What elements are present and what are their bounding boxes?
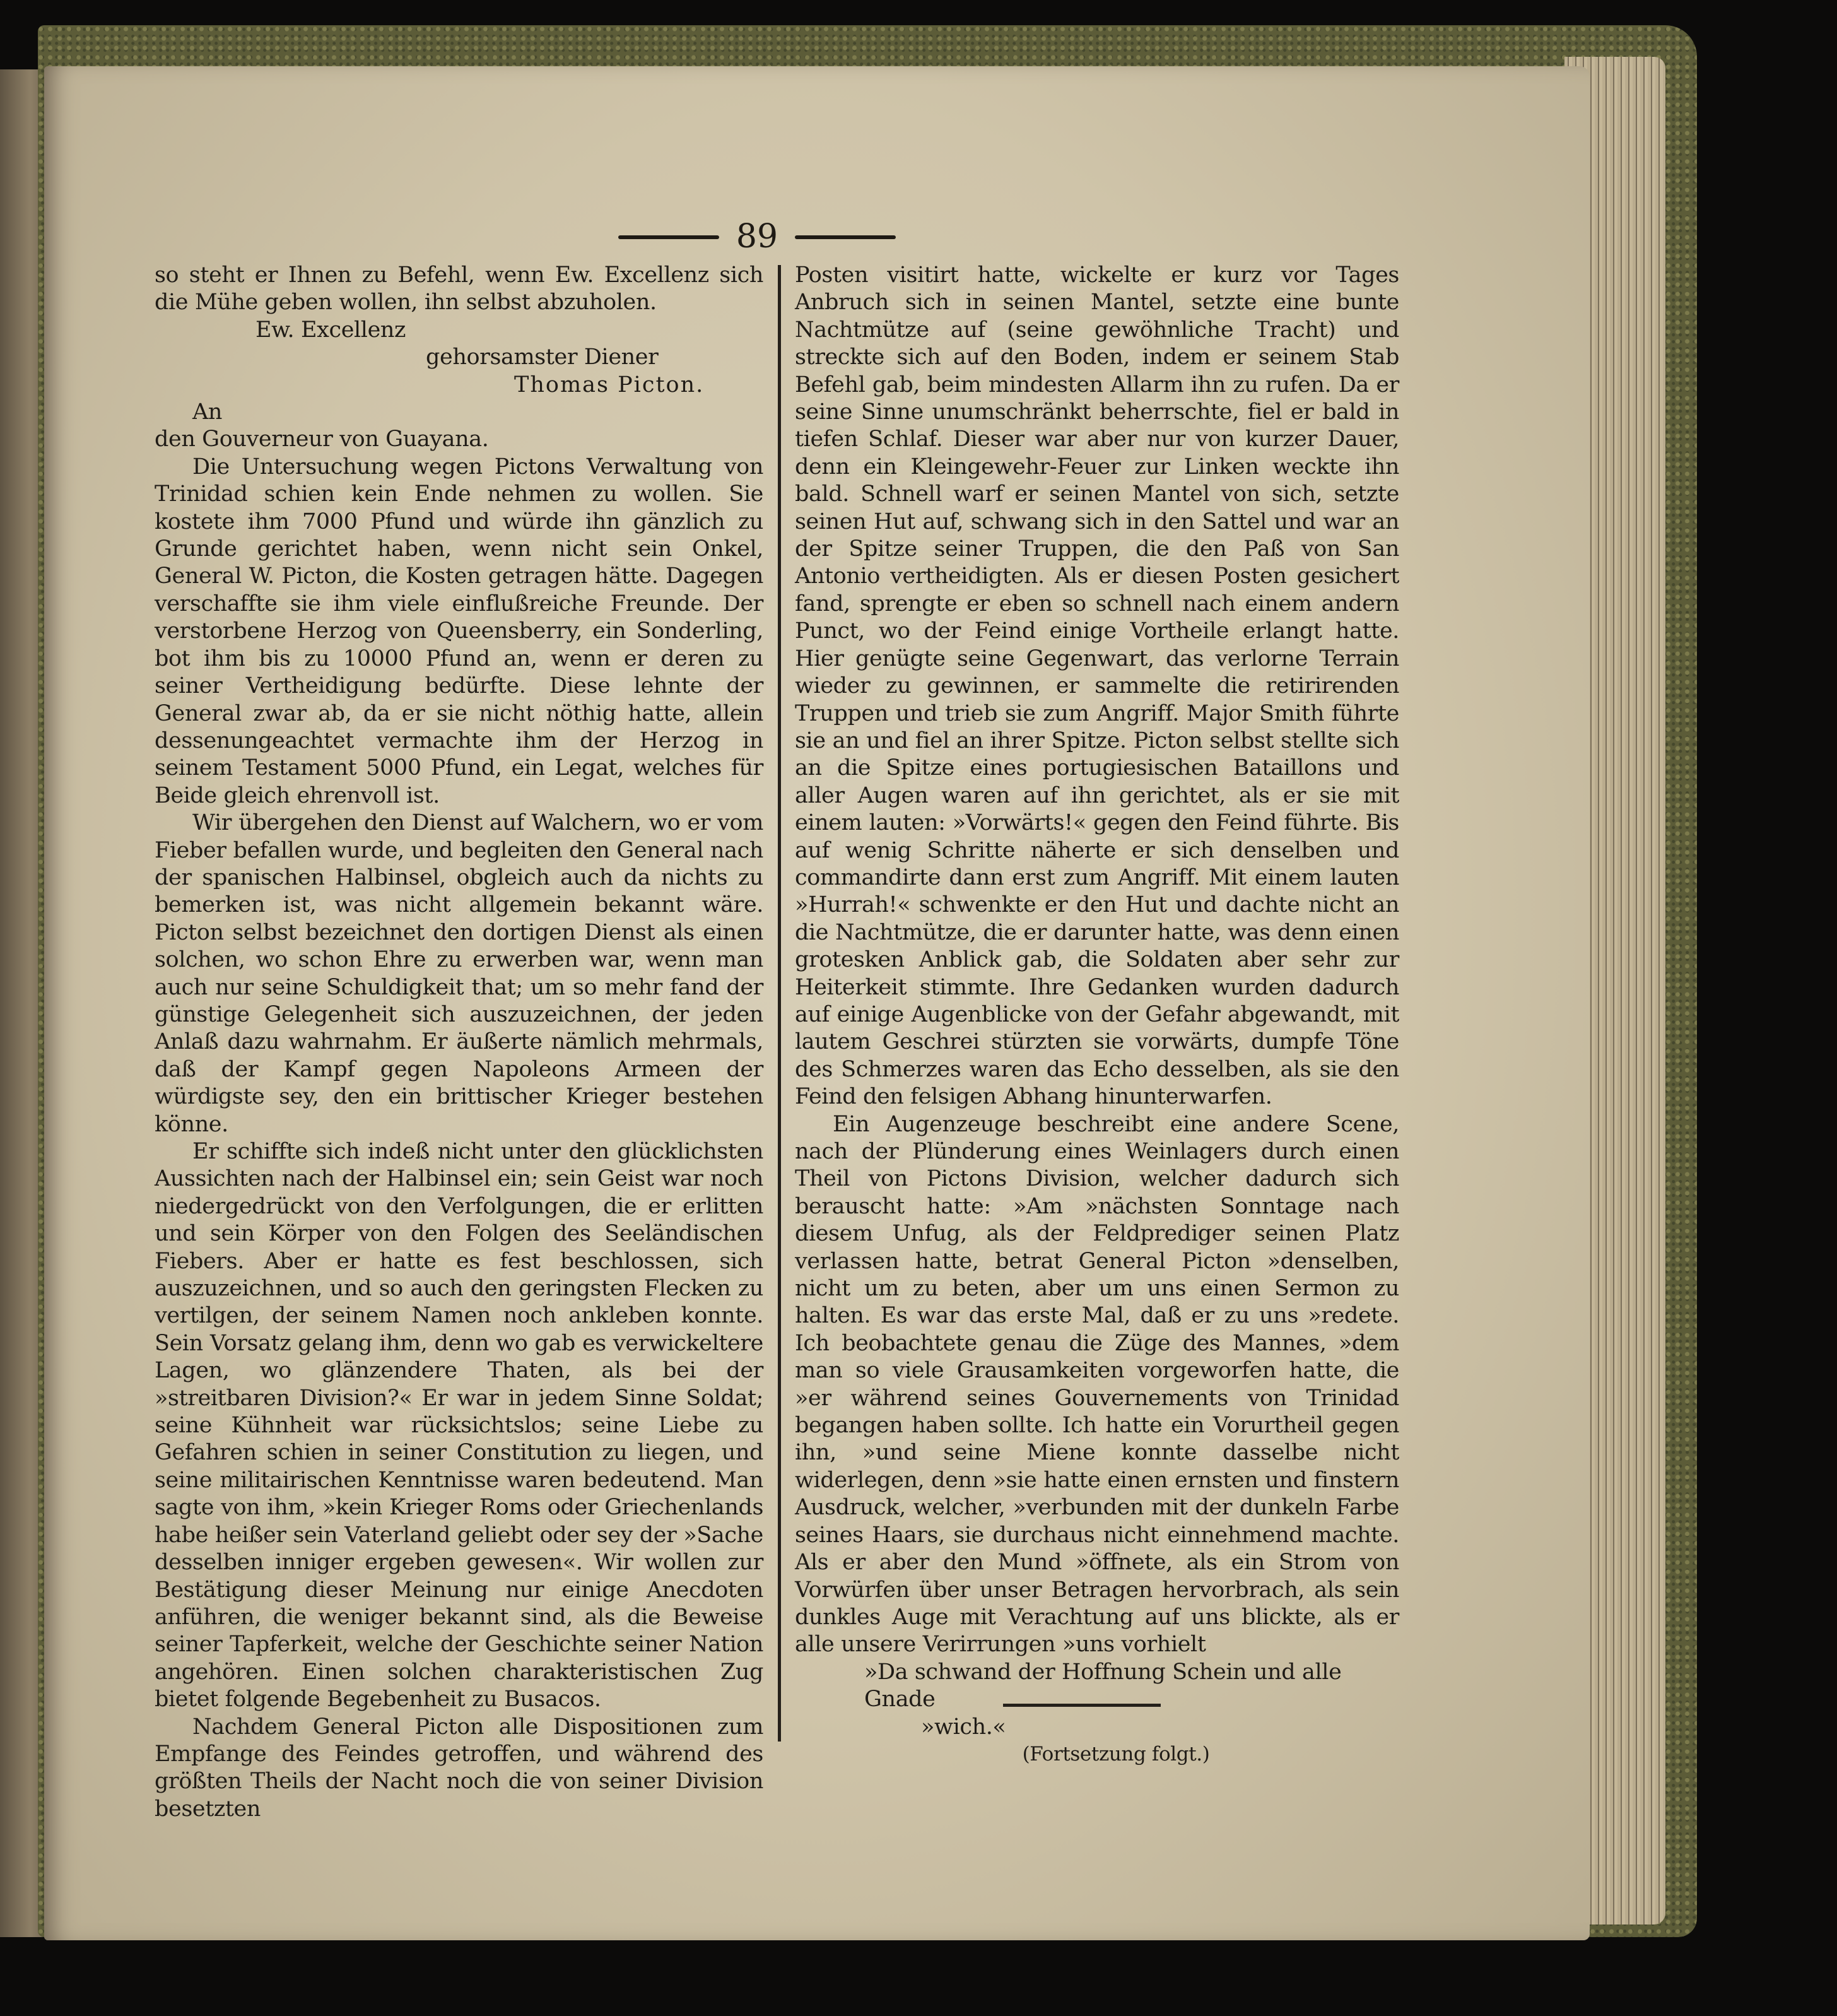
letter-closing: Ew. Excellenz [255,317,406,343]
letter-address [155,399,763,454]
letter-opening: so steht er Ihnen zu Befehl, wenn Ew. Excellenz sich die Mühe geben wollen, ihn selbst abzuholen. [155,262,763,315]
verse-line: »Da schwand der Hoffnung Schein und alle Gnade [864,1659,1342,1712]
verse-line: »wich.« [921,1714,1006,1740]
paragraph: Posten visitirt hatte, wickelte er kurz vor Tages Anbruch sich in seinen Mantel, setzte eine bunte Nachtmütze auf (seine gewöhnliche Tracht) und streckte sich auf den Boden, indem er seinem Stab Befehl gab, beim mindesten Allarm ihn zu rufen. Da er seine Sinne unumschränkt beherrschte, fiel er bald in tiefen Schlaf. Dieser war aber nur von kurzer Dauer, denn ein Kleingewehr-Feuer zur Linken weckte ihn bald. Schnell warf er seinen Mantel von sich, setzte seinen Hut auf, schwang sich in den Sattel und war an der Spitze seiner Truppen, die den Paß von San Antonio vertheidigten. Als er diesen Posten gesichert fand, sprengte er eben so schnell nach einem andern Punct, wo der Feind einige Vortheile erlangt hatte. Hier genügte seine Gegenwart, das verlorne Terrain wieder zu gewinnen, er sammelte die retirirenden Truppen und trieb sie zum Angriff. Major Smith führte sie an und fiel an ihrer Spitze. Picton selbst stellte sich an die Spitze eines portugiesischen Bataillons und aller Augen waren auf ihn gerichtet, als er sie mit einem lauten: »Vorwärts!« gegen den Feind führte. Bis auf wenig Schritte näherte er sich denselben und commandirte dann erst zum Angriff. Mit einem lauten »Hurrah!« schwenkte er den Hut und dachte nicht an die Nachtmütze, die er darunter hatte, was denn einen grotesken Anblick gab, die Soldaten aber sehr zur Heiterkeit stimmte. Ihre Gedanken wurden dadurch auf einige Augenblicke von der Gefahr abgewandt, mit lautem Geschrei stürzten sie vorwärts, dumpfe Töne des Schmerzes waren das Echo desselben, als sie den Feind den felsigen Abhang hinunterwarfen. [795,262,1399,1110]
letter-signature-block [155,317,763,399]
column-divider [778,265,781,1742]
page-number: 89 [736,218,778,256]
paragraph: Die Untersuchung wegen Pictons Verwaltung von Trinidad schien kein Ende nehmen zu wollen. Sie kostete ihm 7000 Pfund und würde ihn gänzlich zu Grunde gerichtet haben, wenn nicht sein Onkel, General W. Picton, die Kosten getragen hätte. Dagegen verschaffte sie ihm viele einflußreiche Freunde. Der verstorbene Herzog von Queensberry, ein Sonderling, bot ihm bis zu 10000 Pfund an, wenn er deren zu seiner Vertheidigung bedürfte. Diese lehnte der General zwar ab, da er sie nicht nöthig hatte, allein dessenungeachtet vermachte ihm der Herzog in seinem Testament 5000 Pfund, ein Legat, welches für Beide gleich ehrenvoll ist. [155,454,763,808]
paragraph: Er schiffte sich indeß nicht unter den glücklichsten Aussichten nach der Halbinsel ein; sein Geist war noch niedergedrückt von den Verfolgungen, die er erlitten und sein Körper von den Folgen des Seeländischen Fiebers. Aber er hatte es fest beschlossen, sich auszuzeichnen, und so auch den geringsten Flecken zu vertilgen, der seinem Namen noch ankleben konnte. Sein Vorsatz gelang ihm, denn wo gab es verwickeltere Lagen, wo glänzendere Thaten, als bei der »streitbaren Division?« Er war in jedem Sinne Soldat; seine Kühnheit war rücksichtslos; seine Liebe zu Gefahren schien in seiner Constitution zu liegen, und seine militairischen Kenntnisse waren bedeutend. Man sagte von ihm, »kein Krieger Roms oder Griechenlands habe heißer sein Vaterland geliebt oder sey der »Sache desselben inniger ergeben gewesen«. Wir wollen zur Bestätigung dieser Meinung nur einige Anecdoten anführen, die weniger bekannt sind, als die Beweise seiner Tapferkeit, welche der Geschichte seiner Nation angehören. Einen solchen charakteristischen Zug bietet folgende Begebenheit zu Busacos. [155,1139,763,1712]
right-column [795,262,1399,1765]
paragraph: Ein Augenzeuge beschreibt eine andere Scene, nach der Plünderung eines Weinlagers durch einen Theil von Pictons Division, welcher dadurch sich berauscht hatte: »Am »nächsten Sonntage nach diesem Unfug, als der Feldprediger seinen Platz verlassen hatte, betrat General Picton »denselben, nicht um zu beten, aber um uns einen Sermon zu halten. Es war das erste Mal, daß er zu uns »redete. Ich beobachtete genau die Züge des Mannes, »dem man so viele Grausamkeiten vorgeworfen hatte, die »er während seines Gouvernements von Trinidad begangen haben sollte. Ich hatte ein Vorurtheil gegen ihn, »und seine Miene konnte dasselbe nicht widerlegen, denn »sie hatte einen ernsten und finstern Ausdruck, welcher, »verbunden mit der dunkeln Farbe seines Haars, sie durchaus nicht einnehmend machte. Als er aber den Mund »öffnete, als ein Strom von Vorwürfen über unser Betragen hervorbrach, als sein dunkles Auge mit Verachtung auf uns blickte, als er alle unsere Verirrungen »uns vorhielt [795,1111,1399,1658]
continued-note: (Fortsetzung folgt.) [1022,1742,1210,1765]
signature-title: gehorsamster Diener [426,345,659,370]
signature-name: Thomas Picton. [514,372,705,398]
paragraph: Nachdem General Picton alle Dispositionen zum Empfange des Feindes getroffen, und während des größten Theils der Nacht noch die von seiner Division besetzten [155,1714,763,1822]
page-header [618,215,896,259]
address-to: An [192,399,223,425]
header-ornament-right [795,235,896,239]
paragraph: Wir übergehen den Dienst auf Walchern, wo er vom Fieber befallen wurde, und begleiten den General nach der spanischen Halbinsel, obgleich auch da nichts zu bemerken ist, was nicht allgemein bekannt wäre. Picton selbst bezeichnet den dortigen Dienst als einen solchen, wo schon Ehre zu erwerben war, wenn man auch nur seine Schuldigkeit that; um so mehr fand der günstige Gelegenheit sich auszuzeichnen, der jeden Anlaß dazu wahrnahm. Er äußerte nämlich mehrmals, daß der Kampf gegen Napoleons Armeen der würdigste sey, den ein brittischer Krieger bestehen könne. [155,810,763,1137]
address-recipient: den Gouverneur von Guayana. [155,427,489,452]
closing-rule [1003,1704,1161,1707]
left-column [155,262,763,1822]
header-ornament-left [618,235,719,239]
